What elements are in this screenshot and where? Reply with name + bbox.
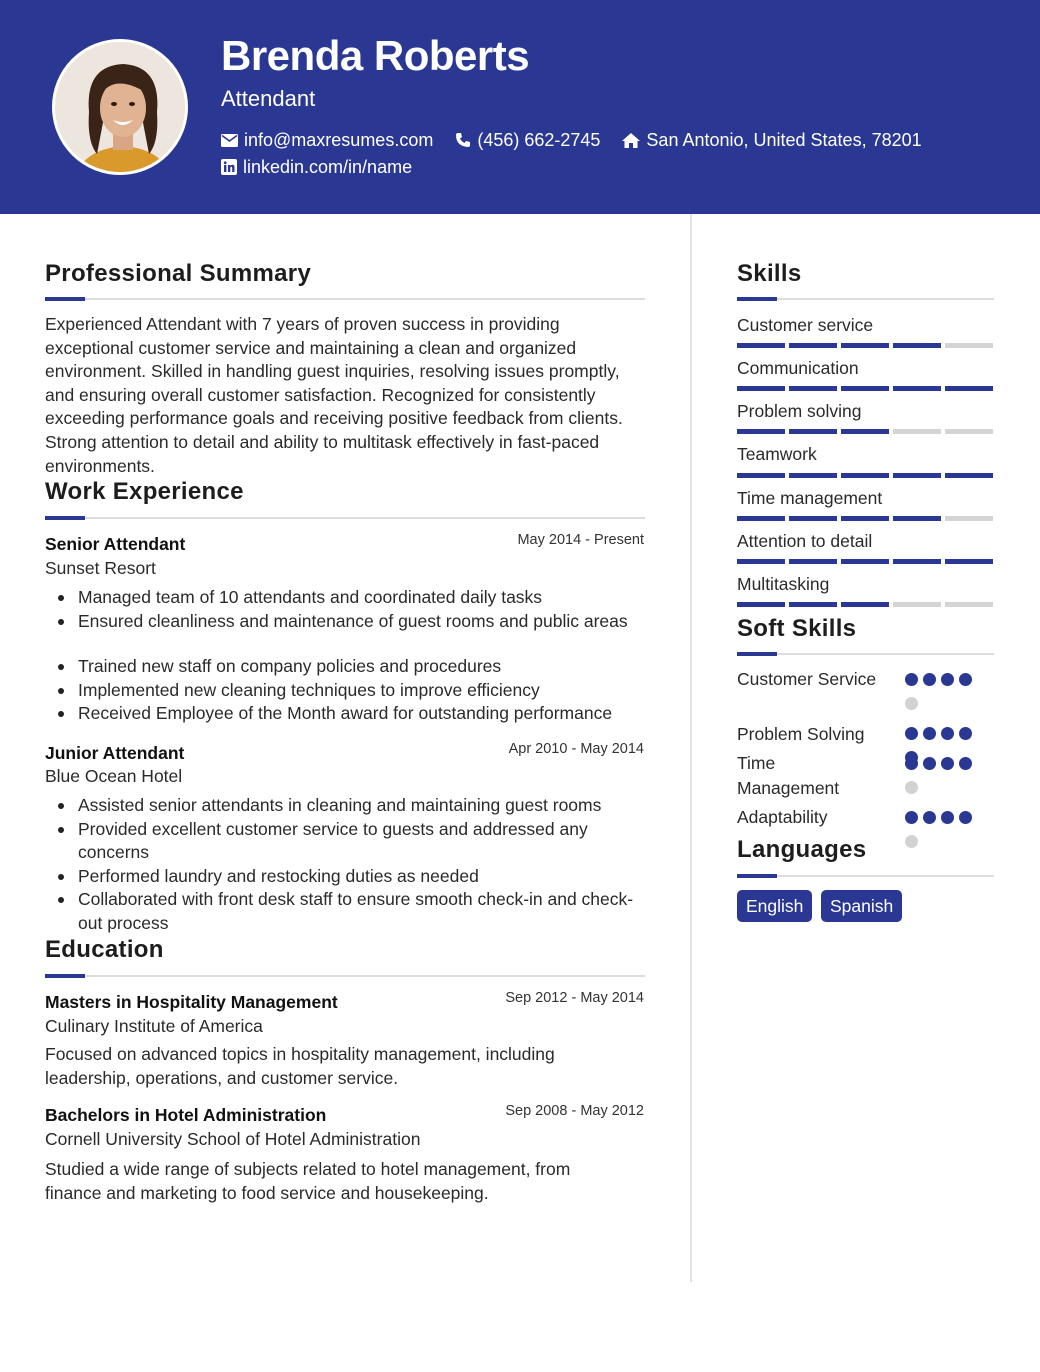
skill-dot xyxy=(923,757,936,770)
skill-dot xyxy=(959,673,972,686)
list-item: Implemented new cleaning techniques to improve efficiency xyxy=(45,679,655,703)
phone-icon xyxy=(455,132,471,148)
skill-bar-segment xyxy=(789,602,837,607)
skill-bar-segment xyxy=(789,516,837,521)
candidate-name: Brenda Roberts xyxy=(221,32,530,79)
job-dates: May 2014 - Present xyxy=(517,532,644,548)
skill-name: Problem solving xyxy=(737,401,862,421)
skill-name: Communication xyxy=(737,358,859,378)
skill-bar-segment xyxy=(893,602,941,607)
skill-dot xyxy=(959,727,972,740)
job-org: Sunset Resort xyxy=(45,558,156,578)
skill-bar-segment xyxy=(945,473,993,478)
soft-skill-name: Problem Solving xyxy=(737,724,865,744)
skill-dot xyxy=(905,781,918,794)
skill-level-bar xyxy=(737,559,997,564)
soft-skill-dots xyxy=(905,811,985,859)
skill-dot xyxy=(905,757,918,770)
list-item: Ensured cleanliness and maintenance of guest rooms and public areas xyxy=(45,610,655,634)
language-badge: Spanish xyxy=(821,890,902,922)
skill-dot xyxy=(923,673,936,686)
skill-bar-segment xyxy=(841,429,889,434)
skill-bar-segment xyxy=(841,559,889,564)
education-rule xyxy=(45,975,645,977)
contact-phone[interactable] xyxy=(455,128,600,152)
skill-bar-segment xyxy=(945,429,993,434)
skill-dot xyxy=(905,673,918,686)
skill-bar-segment xyxy=(841,343,889,348)
email-text: info@maxresumes.com xyxy=(244,130,434,150)
degree-description: Focused on advanced topics in hospitality management, including leadership, operations, and customer service. xyxy=(45,1044,555,1088)
phone-text: (456) 662-2745 xyxy=(477,130,601,150)
skill-dot xyxy=(905,811,918,824)
skill-dot xyxy=(905,835,918,848)
skills-heading: Skills xyxy=(737,260,802,287)
list-item: Trained new staff on company policies and procedures xyxy=(45,655,655,679)
contact-email[interactable] xyxy=(221,128,433,152)
skill-bar-segment xyxy=(737,516,785,521)
contact-row xyxy=(221,128,944,152)
skill-dot xyxy=(941,811,954,824)
degree-title: Masters in Hospitality Management xyxy=(45,992,338,1012)
skill-bar-segment xyxy=(841,473,889,478)
degree-description: Studied a wide range of subjects related to hotel management, from finance and marketing to food service and housekeeping. xyxy=(45,1159,571,1203)
skill-bar-segment xyxy=(789,386,837,391)
skill-dot xyxy=(941,757,954,770)
location-text: San Antonio, United States, 78201 xyxy=(646,130,922,150)
soft-skill-name: Time Management xyxy=(737,753,840,798)
list-item: Collaborated with front desk staff to ensure smooth check-in and check-out process xyxy=(45,888,645,935)
skill-dot xyxy=(959,757,972,770)
skill-bar-segment xyxy=(893,559,941,564)
skill-bar-segment xyxy=(945,516,993,521)
skill-level-bar xyxy=(737,343,997,348)
degree-dates: Sep 2008 - May 2012 xyxy=(505,1103,644,1119)
soft-skill-name: Customer Service xyxy=(737,669,877,689)
skill-dot xyxy=(941,673,954,686)
skill-dot xyxy=(905,697,918,710)
job-org: Blue Ocean Hotel xyxy=(45,766,183,786)
degree-title: Bachelors in Hotel Administration xyxy=(45,1105,327,1125)
skill-name: Teamwork xyxy=(737,444,817,464)
degree-dates: Sep 2012 - May 2014 xyxy=(505,990,644,1006)
skill-bar-segment xyxy=(893,473,941,478)
candidate-title: Attendant xyxy=(221,86,316,111)
skill-bar-segment xyxy=(737,343,785,348)
soft-skill-dots xyxy=(905,673,985,721)
skill-name: Attention to detail xyxy=(737,531,873,551)
skill-bar-segment xyxy=(893,516,941,521)
skill-bar-segment xyxy=(737,473,785,478)
job-role: Senior Attendant xyxy=(45,534,186,554)
linkedin-icon xyxy=(221,159,237,175)
skill-bar-segment xyxy=(893,429,941,434)
experience-rule xyxy=(45,517,645,519)
skill-bar-segment xyxy=(789,343,837,348)
soft-skill-dots xyxy=(905,757,985,805)
skill-bar-segment xyxy=(737,559,785,564)
list-item: Assisted senior attendants in cleaning and maintaining guest rooms xyxy=(45,794,645,818)
envelope-icon xyxy=(221,134,238,147)
skill-level-bar xyxy=(737,473,997,478)
skill-bar-segment xyxy=(789,429,837,434)
school-name: Culinary Institute of America xyxy=(45,1016,263,1036)
language-badge: English xyxy=(737,890,812,922)
profile-photo xyxy=(52,39,188,175)
home-icon xyxy=(622,133,640,148)
school-name: Cornell University School of Hotel Administration xyxy=(45,1129,421,1149)
skill-bar-segment xyxy=(789,473,837,478)
soft-skills-heading: Soft Skills xyxy=(737,615,857,642)
summary-rule xyxy=(45,298,645,300)
skill-dot xyxy=(941,727,954,740)
contact-location xyxy=(622,128,921,152)
skill-bar-segment xyxy=(945,343,993,348)
job-role: Junior Attendant xyxy=(45,743,185,763)
summary-heading: Professional Summary xyxy=(45,260,312,287)
skill-bar-segment xyxy=(945,559,993,564)
column-divider xyxy=(690,214,692,1282)
resume-header xyxy=(0,0,1040,214)
skill-bar-segment xyxy=(893,343,941,348)
skill-dot xyxy=(923,727,936,740)
list-item: Managed team of 10 attendants and coordinated daily tasks xyxy=(45,586,655,610)
skill-bar-segment xyxy=(737,602,785,607)
skill-bar-segment xyxy=(737,429,785,434)
job-bullets xyxy=(45,586,655,726)
soft-skills-rule xyxy=(737,653,994,655)
job-dates: Apr 2010 - May 2014 xyxy=(508,741,644,757)
list-item: Received Employee of the Month award for outstanding performance xyxy=(45,702,655,726)
languages-heading: Languages xyxy=(737,836,867,863)
contact-row-2 xyxy=(221,155,434,179)
education-heading: Education xyxy=(45,936,164,963)
skill-level-bar xyxy=(737,516,997,521)
skill-bar-segment xyxy=(841,516,889,521)
skill-bar-segment xyxy=(945,602,993,607)
contact-linkedin[interactable] xyxy=(221,155,412,179)
skill-level-bar xyxy=(737,386,997,391)
list-item: Performed laundry and restocking duties as needed xyxy=(45,865,645,889)
skill-dot xyxy=(923,811,936,824)
skill-level-bar xyxy=(737,602,997,607)
skill-dot xyxy=(959,811,972,824)
experience-heading: Work Experience xyxy=(45,478,244,505)
skill-level-bar xyxy=(737,429,997,434)
skill-bar-segment xyxy=(737,386,785,391)
skill-name: Multitasking xyxy=(737,574,830,594)
skill-bar-segment xyxy=(893,386,941,391)
skill-name: Customer service xyxy=(737,315,874,335)
skills-rule xyxy=(737,298,994,300)
soft-skill-name: Adaptability xyxy=(737,807,828,827)
skill-bar-segment xyxy=(945,386,993,391)
skill-name: Time management xyxy=(737,488,883,508)
skill-bar-segment xyxy=(789,559,837,564)
skill-bar-segment xyxy=(841,602,889,607)
skill-dot xyxy=(905,727,918,740)
skill-bar-segment xyxy=(841,386,889,391)
languages-rule xyxy=(737,875,994,877)
list-item: Provided excellent customer service to guests and addressed any concerns xyxy=(45,818,645,865)
linkedin-text: linkedin.com/in/name xyxy=(243,157,413,177)
summary-text: Experienced Attendant with 7 years of proven success in providing exceptional customer service and maintaining a clean and organized environment. Skilled in handling guest inquiries, resolving issues promptly, and ensuring overall customer satisfaction. Recognized for consistently exceeding performance goals and receiving positive feedback from clients. Strong attention to detail and ability to multitask effectively in fast-paced environments. xyxy=(45,314,623,476)
job-bullets xyxy=(45,794,645,936)
